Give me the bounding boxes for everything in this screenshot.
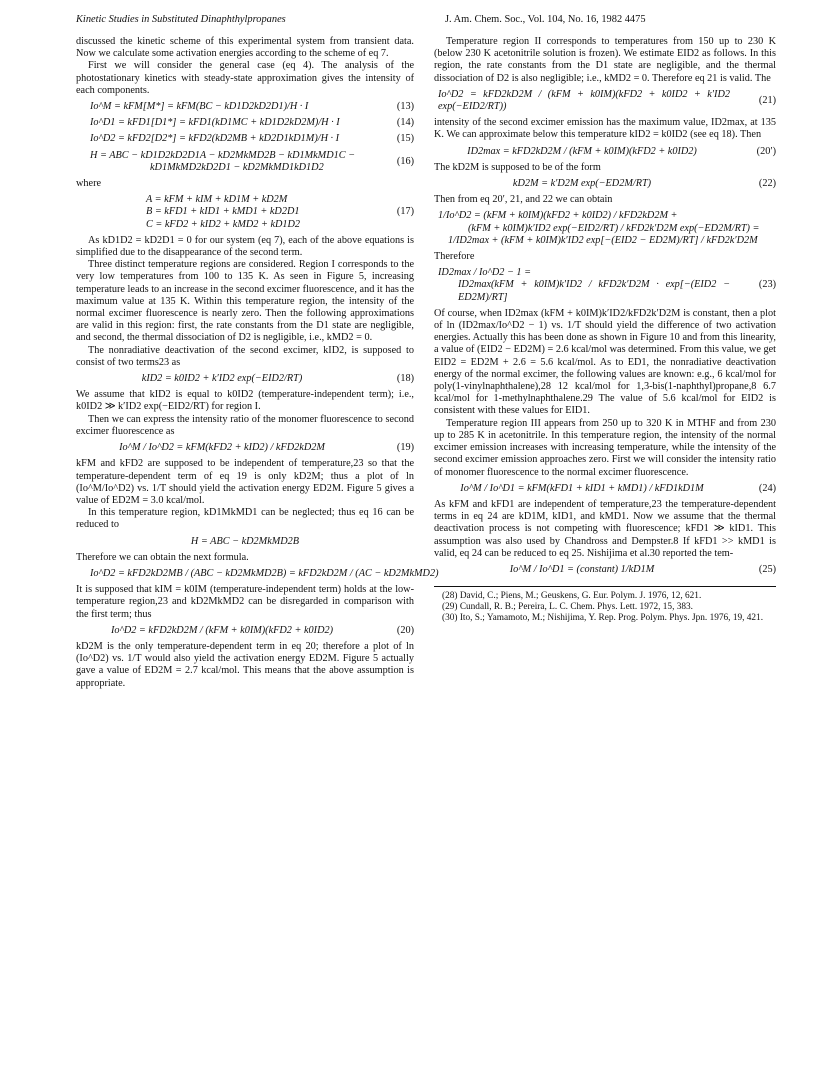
equation-text: H = ABC − kD2MkMD2B xyxy=(190,535,300,547)
equation-text: Io^D1 = kFD1[D1*] = kFD1(kD1MC + kD1D2kD2M)/H · I xyxy=(90,117,340,129)
equation-14 xyxy=(76,117,414,129)
paragraph: Therefore we can obtain the next formula. xyxy=(76,551,249,563)
equation-20-prime xyxy=(434,146,776,158)
equation-text: A = kFM + kIM + kD1M + kD2M xyxy=(146,194,288,206)
equation-text: kD1MkMD2kD2D1 − kD2MkMD1kD1D2 xyxy=(150,161,324,173)
equation-21 xyxy=(434,89,776,113)
equation-text: kD2M = k′D2M exp(−ED2M/RT) xyxy=(512,178,652,190)
equation-number: (24) xyxy=(758,482,776,494)
equation-23 xyxy=(434,267,776,304)
equation-number: (19) xyxy=(396,442,414,454)
equation-20 xyxy=(76,625,414,637)
equation-number: (20′) xyxy=(756,145,776,157)
paragraph: The nonradiative deactivation of the second excimer, kID2, is supposed to consist of two terms23 as xyxy=(76,344,414,368)
equation-number: (25) xyxy=(758,563,776,575)
equation-text: Io^D2 = kFD2kD2MB / (ABC − kD2MkMD2B) = kFD2kD2M / (AC − kD2MkMD2) xyxy=(90,567,439,579)
paragraph: intensity of the second excimer emission has the maximum value, ID2max, at 135 K. We can approximate below this temperature kID2 = k0ID2 (see eq 18). Then xyxy=(434,117,776,141)
equation-text: H = ABC − kD1D2kD2D1A − kD2MkMD2B − kD1MkMD1C − xyxy=(90,149,356,161)
paragraph: It is supposed that kIM = k0IM (temperature-independent term) holds at the low-temperature region,23 and kD2MkMD2 can be disregarded in comparison with the first term; thus xyxy=(76,584,414,620)
equation-text: (kFM + k0IM)k′ID2 exp(−EID2/RT) / kFD2k′D2M exp(−ED2M/RT) = xyxy=(468,222,760,234)
reference-item: (29) Cundall, R. B.; Pereira, L. C. Chem. Phys. Lett. 1972, 15, 383. xyxy=(442,602,693,613)
equation-number: (16) xyxy=(396,155,414,167)
equation-15 xyxy=(76,133,414,145)
equation-text: Io^M / Io^D1 = kFM(kFD1 + kID1 + kMD1) / kFD1kD1M xyxy=(460,482,704,494)
paragraph: where xyxy=(76,178,102,190)
paragraph: The kD2M is supposed to be of the form xyxy=(434,161,601,173)
equation-text: ID2max(kFM + k0IM)k′ID2 / kFD2k′D2M · exp[−(EID2 − ED2M)/RT] xyxy=(458,279,730,303)
reference-item: (30) Ito, S.; Yamamoto, M.; Nishijima, Y. Rep. Prog. Polym. Phys. Jpn. 1976, 19, 421. xyxy=(442,613,764,624)
equation-number: (17) xyxy=(396,206,414,218)
equation-24 xyxy=(434,483,776,495)
paragraph: First we will consider the general case (eq 4). The analysis of the photostationary kinetics with steady-state approximation gives the intensity of each components. xyxy=(76,60,414,96)
equation-text: Io^M = kFM[M*] = kFM(BC − kD1D2kD2D1)/H · I xyxy=(90,101,309,113)
left-column xyxy=(76,36,439,690)
equation-number: (21) xyxy=(758,94,776,106)
paragraph: As kFM and kFD1 are independent of temperature,23 the temperature-dependent terms in eq 24 are kD1M, kID1, and kMD1. Now we assume that the thermal deactivation process is not competing with fluorescence; kFD1 ≫ kID1. This assumption was also used by Chandross and Dempster.8 If kFD1 >> kMD1 is valid, eq 24 can be reduced to eq 25. Nishijima et al.30 reported the tem- xyxy=(434,498,776,559)
equation-18 xyxy=(76,373,414,385)
paragraph: Three distinct temperature regions are considered. Region I corresponds to the very low temperatures from 100 to 135 K. As seen in Figure 5, increasing temperature leads to an increase in the second excimer fluorescence, and it has the maximum value at 135 K. Within this temperature region, the intensity of the normal excimer fluorescence is nearly zero. Then the following approximations are valid in this region: first, the rate constants from the D1 state are negligible, and second, the thermal dissociation of D2 is negligible, i.e., kMD2 = 0. xyxy=(76,259,414,344)
equation-text: Io^D2 = kFD2kD2M / (kFM + k0IM)(kFD2 + k0ID2) xyxy=(110,624,334,636)
equation-22 xyxy=(434,178,776,190)
equation-number: (14) xyxy=(396,117,414,129)
equation-text: ID2max / Io^D2 − 1 = xyxy=(438,267,532,279)
equation-number: (22) xyxy=(758,178,776,190)
paragraph: discussed the kinetic scheme of this experimental system from transient data. Now we calculate some activation energies according to the scheme of eq 7. xyxy=(76,36,414,60)
equation-number: (13) xyxy=(396,101,414,113)
reference-item: (28) David, C.; Piens, M.; Geuskens, G. Eur. Polym. J. 1976, 12, 621. xyxy=(442,591,702,602)
equation-19 xyxy=(76,442,414,454)
equation-derivation xyxy=(434,210,776,247)
running-title: Kinetic Studies in Substituted Dinaphthylpropanes xyxy=(76,14,286,25)
equation-25 xyxy=(434,564,776,576)
paragraph: Temperature region III appears from 250 up to 320 K in MTHF and from 230 up to 285 K in acetonitrile. In this temperature region, the intensity of the normal excimer emission increases with increasing temperature, while the intensity of the second excimer emission approaches zero. First we will consider the intensity ratio of monomer fluorescence to the normal excimer fluorescence. xyxy=(434,417,776,478)
equation-text: Io^D2 = kFD2kD2M / (kFM + k0IM)(kFD2 + k0ID2 + k′ID2 exp(−EID2/RT)) xyxy=(438,88,730,113)
equation-text: 1/Io^D2 = (kFM + k0IM)(kFD2 + k0ID2) / kFD2kD2M + xyxy=(438,210,678,222)
equation-text: Io^D2 = kFD2[D2*] = kFD2(kD2MB + kD2D1kD1M)/H · I xyxy=(90,133,340,145)
paragraph: Of course, when ID2max (kFM + k0IM)k′ID2/kFD2k′D2M is constant, then a plot of ln (ID2max/Io^D2 − 1) vs. 1/T should yield the difference of two activation energies. Actually this has been done as shown in Figure 10 and from this linearity, a value of (EID2 − ED2M) = 2.6 kcal/mol was determined. From this value, we get EID2 = ED2M + 2.6 = 5.6 kcal/mol. As to ED1, the nonradiative deactivation energy of the normal excimer, the following values are known: e.g., 6 kcal/mol for poly(1-vinylnaphthalene),28 12 kcal/mol for 1,3-bis(1-naphthyl)propane,8 6.7 kcal/mol for 1-methylnaphthalene.29 The value of 5.6 kcal/mol for EID2 is consistent with these values for EID1. xyxy=(434,307,776,417)
equation-h xyxy=(76,536,414,548)
references xyxy=(434,586,776,624)
paragraph: Therefore xyxy=(434,251,475,263)
paragraph: kD2M is the only temperature-dependent term in eq 20; therefore a plot of ln (Io^D2) vs. 1/T would also yield the activation energy ED2M. Figure 5 actually gave a value of ED2M = 2.7 kcal/mol. This means that the above assumption is appropriate. xyxy=(76,640,414,689)
equation-text: 1/ID2max + (kFM + k0IM)k′ID2 exp[−(EID2 − ED2M)/RT] / kFD2k′D2M xyxy=(448,234,758,246)
equation-number: (15) xyxy=(396,133,414,145)
equation-number: (20) xyxy=(396,624,414,636)
equation-17 xyxy=(76,194,414,231)
paragraph: In this temperature region, kD1MkMD1 can be neglected; thus eq 16 can be reduced to xyxy=(76,507,414,531)
equation-text: Io^M / Io^D1 = (constant) 1/kD1M xyxy=(509,563,655,575)
equation-text: C = kFD2 + kID2 + kMD2 + kD1D2 xyxy=(146,218,301,230)
paragraph: kFM and kFD2 are supposed to be independent of temperature,23 so that the temperature-dependent term of eq 19 is only kD2M; thus a plot of ln (Io^M/Io^D2) vs. 1/T should yield the activation energy ED2M. Figure 5 gives a value of ED2M = 3.0 kcal/mol. xyxy=(76,458,414,506)
equation-text: kID2 = k0ID2 + k′ID2 exp(−EID2/RT) xyxy=(141,373,303,385)
paragraph: We assume that kID2 is equal to k0ID2 (temperature-independent term); i.e., k0ID2 ≫ k′ID2 exp(−EID2/RT) for region I. xyxy=(76,389,414,413)
right-column xyxy=(434,36,776,624)
paragraph: Temperature region II corresponds to temperatures from 150 up to 230 K (below 230 K acetonitrile solution is frozen). We estimate EID2 as follows. In this region, the rate constants from the D1 state are negligible, and the thermal dissociation of D2 is also negligible; i.e., kMD2 = 0. Therefore eq 21 is valid. The xyxy=(434,36,776,84)
equation-text: Io^M / Io^D2 = kFM(kFD2 + kID2) / kFD2kD2M xyxy=(119,442,325,454)
paragraph: As kD1D2 = kD2D1 = 0 for our system (eq 7), each of the above equations is simplified due to the disappearance of the second term. xyxy=(76,234,414,259)
equation-number: (18) xyxy=(396,373,414,385)
equation-13 xyxy=(76,101,414,113)
journal-citation: J. Am. Chem. Soc., Vol. 104, No. 16, 1982 4475 xyxy=(445,14,646,25)
equation-text: ID2max = kFD2kD2M / (kFM + k0IM)(kFD2 + k0ID2) xyxy=(467,145,697,157)
equation-16 xyxy=(76,150,414,174)
equation-number: (23) xyxy=(758,279,776,291)
equation-intensity xyxy=(76,567,439,580)
paragraph: Then from eq 20′, 21, and 22 we can obtain xyxy=(434,194,613,206)
equation-text: B = kFD1 + kID1 + kMD1 + kD2D1 xyxy=(146,206,300,218)
paragraph: Then we can express the intensity ratio of the monomer fluorescence to second excimer fluorescence as xyxy=(76,413,414,437)
